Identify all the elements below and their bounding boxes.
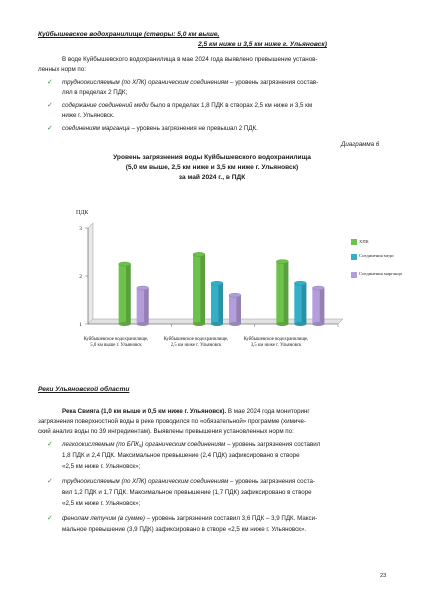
y-tick-label: 1 (79, 322, 82, 328)
bullet-1: трудноокисляемым (по ХПК) органическим соединениям – уровень загрязнения состав- (62, 79, 319, 86)
paragraph-line2: загрязнения поверхностной воды в реке проводился по «обязательной» программе (химиче- (38, 418, 307, 425)
chart-title-line2: (5,0 км выше, 2,5 км ниже и 3,5 км ниже г. Ульяновск) (125, 164, 299, 171)
bullet-2: содержание соединений меди было в пределах 1,8 ПДК в створах 2,5 км ниже и 3,5 км (62, 102, 313, 109)
bullet-3: соединениям марганца – уровень загрязнения не превышал 2 ПДК. (62, 125, 258, 132)
y-tick-label: 3 (79, 226, 82, 232)
bar-cap (276, 260, 288, 264)
bar-3-2 (294, 281, 306, 326)
bar-cap (137, 286, 149, 290)
bar-3-1 (276, 260, 288, 326)
river-bullet-2-line3: «2,5 км ниже г. Ульяновск»; (62, 500, 141, 507)
legend-swatch-hpk (351, 239, 357, 245)
bar-cap (312, 286, 324, 290)
checkmark-icon: ✓ (47, 478, 53, 485)
bar-cap (211, 281, 223, 285)
river-bullet-1: легкоокисляемым (по БПК₅) органическим соединениям – уровень загрязнения составил (62, 441, 321, 448)
category-label-1: Куйбышевское водохранилище, 5,0 км выше г. Ульяновск (83, 337, 149, 349)
checkmark-icon: ✓ (47, 102, 53, 109)
bar-cap (229, 293, 241, 297)
bar-base (229, 322, 241, 326)
bar-shade (302, 283, 307, 324)
legend-swatch-manganese (351, 272, 357, 278)
checkmark-icon: ✓ (47, 441, 53, 448)
bar-shade (236, 295, 241, 324)
diagram-label: Диаграмма 6 (341, 141, 380, 148)
river-bullet-3-line2: мальное превышение (3,9 ПДК) зафиксировано в створе «2,5 км ниже г. Ульяновск». (62, 526, 307, 533)
y-axis-label: ПДК (76, 210, 89, 216)
bullet-2-line2: ниже г. Ульяновск. (62, 112, 115, 119)
bar-2-3 (229, 293, 241, 326)
bar-base (276, 322, 288, 326)
bar-shade (200, 254, 205, 324)
y-tick-label: 2 (79, 274, 82, 280)
river-bullet-1-line3: «2,5 км ниже г. Ульяновск»; (62, 463, 141, 470)
river-bullet-2-line2: вил 1,2 ПДК и 1,7 ПДК. Максимальное превышение (1,7 ПДК) зафиксировано в створе (62, 489, 312, 496)
bar-base (294, 322, 306, 326)
category-label-2: Куйбышевское водохранилище, 2,5 км ниже г. Ульяновск (163, 337, 229, 349)
bar-shade (320, 288, 325, 324)
checkmark-icon: ✓ (47, 515, 53, 522)
section-heading-line1: Куйбышевское водохранилище (створы: 5,0 км выше, (38, 31, 220, 38)
section-heading-line2: 2,5 км ниже и 3,5 км ниже г. Ульяновск) (198, 41, 327, 48)
bar-base (193, 322, 205, 326)
bar-2-2 (211, 281, 223, 326)
bar-shade (144, 288, 149, 324)
river-bullet-3: фенолам летучим (в сумме) – уровень загрязнения составил 3,6 ПДК – 3,9 ПДК. Макси- (62, 515, 318, 522)
chart-title-line3: за май 2024 г., в ПДК (178, 174, 246, 181)
paragraph-line1: Река Свияга (1,0 км выше и 0,5 км ниже г. Ульяновск). В мае 2024 года мониторинг (62, 408, 310, 415)
legend-label-manganese: Соединения марганца (359, 271, 402, 276)
bar-cap (119, 262, 131, 266)
chart-title-line1: Уровень загрязнения воды Куйбышевского водохранилища (113, 154, 311, 161)
bar-2-1 (193, 252, 205, 326)
bar-shade (218, 283, 223, 324)
category-label-3: Куйбышевское водохранилище, 3,5 км ниже г. Ульяновск (243, 337, 309, 349)
bar-1-1 (119, 262, 131, 326)
bar-shade (284, 262, 289, 324)
legend-label-hpk: ХПК (359, 239, 369, 244)
checkmark-icon: ✓ (47, 125, 53, 132)
bar-base (312, 322, 324, 326)
legend-swatch-copper (351, 254, 357, 260)
bar-1-3 (137, 286, 149, 326)
paragraph-line3: ский анализ воды по 39 ингредиентам). Выявлены превышения установленных норм по: (38, 428, 294, 435)
chart-legend (351, 237, 413, 292)
river-bullet-2: трудноокисляемым (по ХПК) органическим соединениям – уровень загрязнения соста- (62, 478, 315, 485)
chart-side-wall (88, 223, 93, 324)
intro-line1: В воде Куйбышевского водохранилища в мае 2024 года выявлено превышение установ- (62, 56, 318, 63)
bar-chart (56, 218, 346, 330)
section2-heading: Реки Ульяновской области (38, 386, 130, 393)
intro-line2: ленных норм по: (38, 66, 86, 73)
bar-base (211, 322, 223, 326)
legend-label-copper: Соединения меди (359, 253, 394, 258)
checkmark-icon: ✓ (47, 79, 53, 86)
page-number: 23 (380, 573, 387, 579)
river-bullet-1-line2: 1,8 ПДК и 2,4 ПДК. Максимальное превышение (2,4 ПДК) зафиксировано в створе (62, 452, 300, 459)
bullet-1-line2: лял в пределах 2 ПДК; (62, 89, 128, 96)
bar-3-3 (312, 286, 324, 326)
bar-base (137, 322, 149, 326)
bar-cap (193, 252, 205, 256)
bar-cap (294, 281, 306, 285)
bar-base (119, 322, 131, 326)
bar-shade (126, 264, 131, 324)
